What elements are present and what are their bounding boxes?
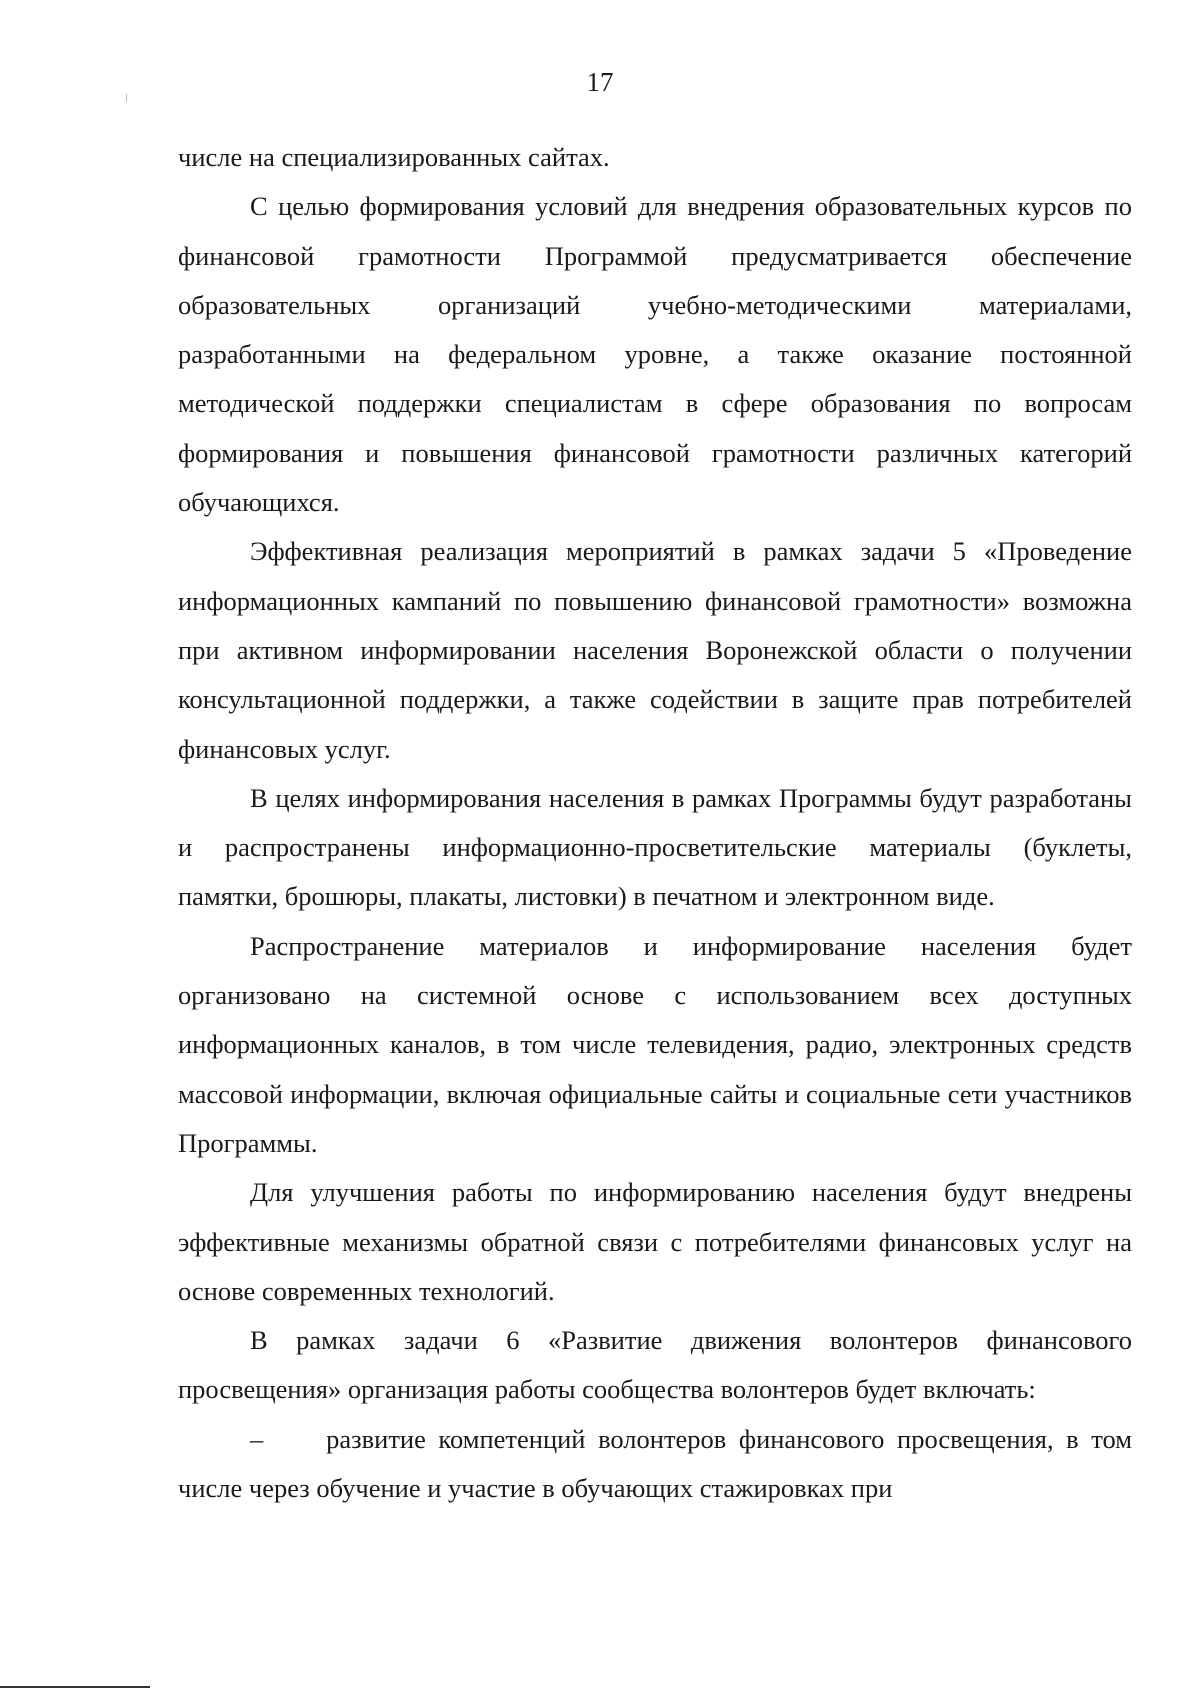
paragraph-information-materials: В целях информирования населения в рамках Программы будут разработаны и распространены информационно-просветительские материалы (буклеты, памятки, брошюры, плакаты, листовки) в печатном и электронном виде. (178, 782, 1132, 912)
page-number: 17 (586, 67, 614, 97)
paragraph-distribution: Распространение материалов и информирование населения будет организовано на системной основе с использованием всех доступных информационных каналов, в том числе телевидения, радио, электронных средств массовой информации, включая официальные сайты и социальные сети участников Программы. (178, 930, 1132, 1158)
paragraph-education-courses: С целью формирования условий для внедрения образовательных курсов по финансовой грамотности Программой предусматривается обеспечение образовательных организаций учебно-методическими материалами, разработанными на федеральном уровне, а также оказание постоянной методической поддержки специалистам в сфере образования по вопросам формирования и повышения финансовой грамотности различных категорий обучающихся. (178, 191, 1132, 518)
list-item-text: развитие компетенций волонтеров финансового просвещения, в том числе через обучение и участие в обучающих стажировках при (178, 1423, 1132, 1504)
document-body (178, 133, 1132, 1513)
margin-mark (126, 94, 127, 102)
list-item (178, 1415, 1132, 1514)
paragraph-task-5: Эффективная реализация мероприятий в рамках задачи 5 «Проведение информационных кампаний по повышению финансовой грамотности» возможна при активном информировании населения Воронежской области о получении консультационной поддержки, а также содействии в защите прав потребителей финансовых услуг. (178, 536, 1132, 764)
paragraph-continuation: числе на специализированных сайтах. (178, 142, 610, 172)
footer-rule (0, 1686, 150, 1688)
paragraph-feedback: Для улучшения работы по информированию населения будут внедрены эффективные механизмы обратной связи с потребителями финансовых услуг на основе современных технологий. (178, 1177, 1132, 1306)
list-marker: – (250, 1423, 264, 1454)
paragraph-task-6: В рамках задачи 6 «Развитие движения волонтеров финансового просвещения» организация работы сообщества волонтеров будет включать: (178, 1325, 1132, 1405)
